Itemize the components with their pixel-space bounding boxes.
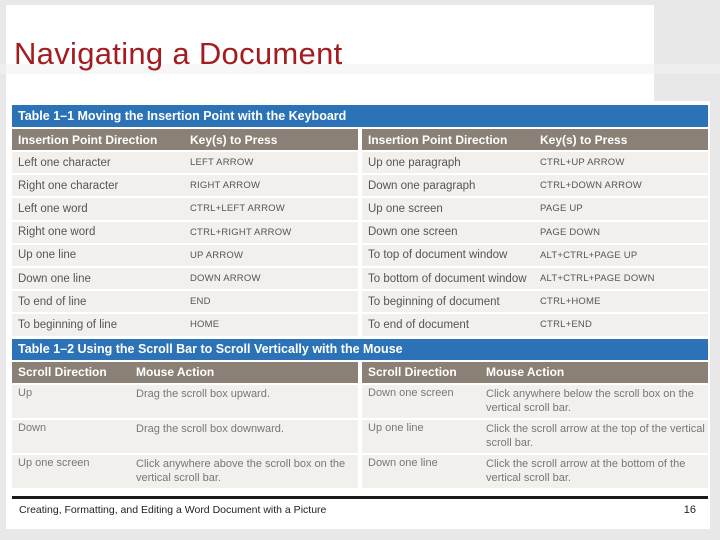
table-cell-action: LEFT ARROW <box>190 157 254 169</box>
header-scroll-direction: Scroll Direction <box>18 365 107 379</box>
table-cell-action: HOME <box>190 319 220 331</box>
table-cell-direction: To beginning of document <box>368 295 500 308</box>
table-cell-action: CTRL+END <box>540 319 593 331</box>
table-row <box>12 198 358 219</box>
table-row <box>362 291 708 312</box>
table2-grid <box>12 360 708 488</box>
table-row <box>362 198 708 219</box>
header-mouse-action: Mouse Action <box>486 365 565 379</box>
table-cell-direction: Up one paragraph <box>368 156 461 169</box>
table2-right-header <box>362 362 708 383</box>
table-row <box>362 175 708 196</box>
table-cell-action: Click the scroll arrow at the top of the vertical scroll bar. <box>486 422 705 449</box>
table1-grid <box>12 127 708 336</box>
table-cell-action: Click anywhere above the scroll box on the vertical scroll bar. <box>136 457 346 484</box>
tables-container <box>12 105 708 490</box>
table1-left <box>12 127 358 336</box>
table-cell-direction: To bottom of document window <box>368 272 527 285</box>
table-cell-direction: Right one word <box>18 226 96 239</box>
table-row <box>362 385 708 418</box>
table-row <box>362 420 708 453</box>
table-cell-direction: Down <box>18 421 47 434</box>
table-cell-direction: To beginning of line <box>18 318 118 331</box>
table-row <box>12 175 358 196</box>
table-cell-direction: Down one screen <box>368 226 458 239</box>
header-keys-to-press: Key(s) to Press <box>540 132 628 147</box>
table-cell-direction: Up one line <box>368 421 424 434</box>
table-cell-action: PAGE DOWN <box>540 226 601 238</box>
table2-right <box>362 360 708 488</box>
table-row <box>12 152 358 173</box>
table-cell-action: ALT+CTRL+PAGE DOWN <box>540 273 655 285</box>
footer-text: Creating, Formatting, and Editing a Word Document with a Picture <box>19 504 327 516</box>
table-row <box>12 268 358 289</box>
table2-left <box>12 360 358 488</box>
header-scroll-direction: Scroll Direction <box>368 365 457 379</box>
table-cell-direction: To end of document <box>368 318 470 331</box>
table-row <box>362 314 708 335</box>
table-cell-action: PAGE UP <box>540 203 583 215</box>
header-insertion-point-direction: Insertion Point Direction <box>368 132 508 147</box>
table-cell-direction: Down one line <box>18 272 91 285</box>
table-cell-action: UP ARROW <box>190 249 244 261</box>
table-cell-direction: Up one line <box>18 249 77 262</box>
table-cell-action: CTRL+DOWN ARROW <box>540 180 642 192</box>
table-row <box>362 152 708 173</box>
table-cell-action: CTRL+HOME <box>540 296 601 308</box>
table-row <box>362 245 708 266</box>
table-row <box>362 268 708 289</box>
table-cell-direction: To top of document window <box>368 249 508 262</box>
table-cell-direction: Right one character <box>18 179 119 192</box>
table-row <box>12 314 358 335</box>
table-cell-direction: Down one screen <box>368 386 454 399</box>
slide-title: Navigating a Document <box>14 36 343 71</box>
table-cell-direction: Left one word <box>18 202 88 215</box>
table1-caption: Table 1–1 Moving the Insertion Point with the Keyboard <box>12 105 708 127</box>
table1-right <box>362 127 708 336</box>
table1-right-header <box>362 129 708 150</box>
table-cell-action: Click anywhere below the scroll box on the vertical scroll bar. <box>486 387 694 414</box>
table-cell-action: CTRL+UP ARROW <box>540 157 625 169</box>
table-row <box>362 455 708 488</box>
footer-divider <box>12 496 708 499</box>
table-row <box>12 222 358 243</box>
table-row <box>362 222 708 243</box>
table-cell-action: CTRL+LEFT ARROW <box>190 203 285 215</box>
table-row <box>12 420 358 453</box>
table2-caption: Table 1–2 Using the Scroll Bar to Scroll Vertically with the Mouse <box>12 339 708 360</box>
header-mouse-action: Mouse Action <box>136 365 215 379</box>
table-cell-action: DOWN ARROW <box>190 273 261 285</box>
table-cell-action: Drag the scroll box downward. <box>136 422 284 435</box>
table-cell-direction: Down one line <box>368 456 438 469</box>
header-insertion-point-direction: Insertion Point Direction <box>18 132 158 147</box>
table-cell-action: END <box>190 296 211 308</box>
table-row <box>12 385 358 418</box>
table1-left-header <box>12 129 358 150</box>
table-cell-action: Drag the scroll box upward. <box>136 387 270 400</box>
table-row <box>12 291 358 312</box>
header-keys-to-press: Key(s) to Press <box>190 132 278 147</box>
table-row <box>12 455 358 488</box>
table-cell-direction: To end of line <box>18 295 87 308</box>
table-cell-direction: Left one character <box>18 156 111 169</box>
table-cell-action: RIGHT ARROW <box>190 180 261 192</box>
table-cell-direction: Up one screen <box>18 456 90 469</box>
table-cell-action: Click the scroll arrow at the bottom of the vertical scroll bar. <box>486 457 686 484</box>
table-cell-action: CTRL+RIGHT ARROW <box>190 226 292 238</box>
table2-left-header <box>12 362 358 383</box>
table-cell-direction: Up one screen <box>368 202 443 215</box>
table-cell-direction: Down one paragraph <box>368 179 476 192</box>
table-row <box>12 245 358 266</box>
table-cell-direction: Up <box>18 386 33 399</box>
page-number: 16 <box>683 504 696 516</box>
table-cell-action: ALT+CTRL+PAGE UP <box>540 249 638 261</box>
